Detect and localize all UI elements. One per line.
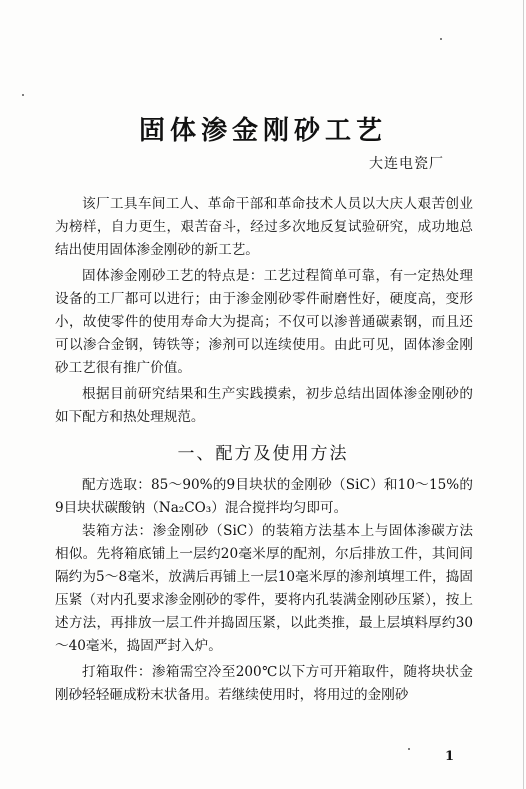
author-line: 大连电瓷厂 bbox=[369, 156, 444, 172]
scan-speck bbox=[440, 38, 442, 40]
features-paragraph: 固体渗金刚砂工艺的特点是：工艺过程简单可靠，有一定热处理设备的工厂都可以进行；由于渗金刚砂零件耐磨性好，硬度高，变形小，故使零件的使用寿命大为提高；不仅可以渗普通碳素钢，而且还可以渗合金钢，铸铁等；渗剂可以连续使用。由此可见，固体渗金刚砂工艺很有推广价值。 bbox=[55, 268, 473, 376]
scan-speck bbox=[22, 94, 24, 96]
unpacking-paragraph: 打箱取件：渗箱需空冷至200℃以下方可开箱取件，随将块状金刚砂轻轻砸成粉末状备用。若继续使用时，将用过的金刚砂 bbox=[55, 664, 473, 703]
formula-paragraph: 配方选取：85～90%的9目块状的金刚砂（SiC）和10～15%的9目块状碳酸钠（Na₂CO₃）混合搅拌均匀即可。 bbox=[55, 477, 473, 516]
intro-paragraph: 该厂工具车间工人、革命干部和革命技术人员以大庆人艰苦创业为榜样，自力更生，艰苦奋斗，经过多次地反复试验研究，成功地总结出使用固体渗金刚砂的新工艺。 bbox=[55, 196, 473, 258]
summary-paragraph: 根据目前研究结果和生产实践摸索，初步总结出固体渗金刚砂的如下配方和热处理规范。 bbox=[55, 386, 473, 425]
page-title: 固体渗金刚砂工艺 bbox=[138, 116, 387, 146]
packing-paragraph: 装箱方法：渗金刚砂（SiC）的装箱方法基本上与固体渗碳方法相似。先将箱底铺上一层约20毫米厚的配剂，尔后排放工件，其间间隔约为5～8毫米，放满后再铺上一层10毫米厚的渗剂填埋工件，捣固压紧（对内孔要求渗金刚砂的零件，要将内孔装满金刚砂压紧），按上述方法，再排放一层工件并捣固压紧，以此类推，最上层填料厚约30～40毫米，捣固严封入炉。 bbox=[55, 523, 473, 654]
section-heading: 一、配方及使用方法 bbox=[177, 444, 349, 464]
page-number: 1 bbox=[444, 749, 454, 764]
scan-speck bbox=[408, 748, 410, 750]
